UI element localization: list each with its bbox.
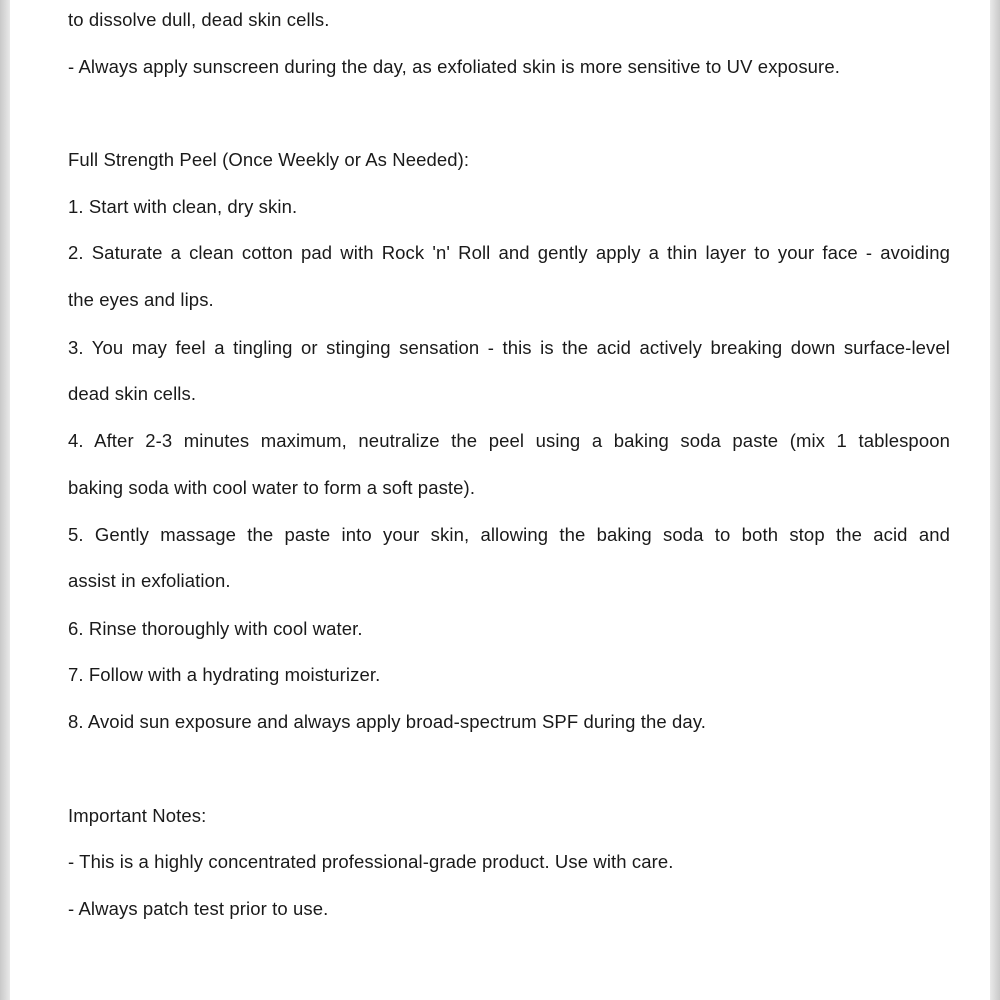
step-3-line-2: dead skin cells. (68, 383, 197, 404)
step-2-line-2: the eyes and lips. (68, 289, 214, 310)
step-8: 8. Avoid sun exposure and always apply broad-spectrum SPF during the day. (68, 711, 707, 732)
step-4-line-1: 4. After 2-3 minutes maximum, neutralize the peel using a baking soda paste (mix 1 tablespoon (68, 430, 950, 451)
step-5-line-2: assist in exfoliation. (68, 570, 231, 591)
step-7: 7. Follow with a hydrating moisturizer. (68, 664, 381, 685)
note-1: - This is a highly concentrated professional-grade product. Use with care. (68, 851, 674, 872)
document-page (10, 0, 990, 1000)
intro-line-1: to dissolve dull, dead skin cells. (68, 9, 330, 30)
step-3-line-1: 3. You may feel a tingling or stinging sensation - this is the acid actively breaking down surface-level (68, 337, 950, 358)
notes-heading: Important Notes: (68, 805, 207, 826)
step-6: 6. Rinse thoroughly with cool water. (68, 618, 363, 639)
note-2: - Always patch test prior to use. (68, 898, 329, 919)
page-shadow-right (990, 0, 1000, 1000)
page-shadow-left (0, 0, 10, 1000)
step-4-line-2: baking soda with cool water to form a soft paste). (68, 477, 476, 498)
step-1: 1. Start with clean, dry skin. (68, 196, 298, 217)
full-strength-heading: Full Strength Peel (Once Weekly or As Needed): (68, 149, 470, 170)
step-5-line-1: 5. Gently massage the paste into your skin, allowing the baking soda to both stop the acid and (68, 524, 950, 545)
intro-line-2: - Always apply sunscreen during the day, as exfoliated skin is more sensitive to UV exposure. (68, 56, 840, 77)
step-2-line-1: 2. Saturate a clean cotton pad with Rock 'n' Roll and gently apply a thin layer to your face - avoiding (68, 242, 950, 263)
